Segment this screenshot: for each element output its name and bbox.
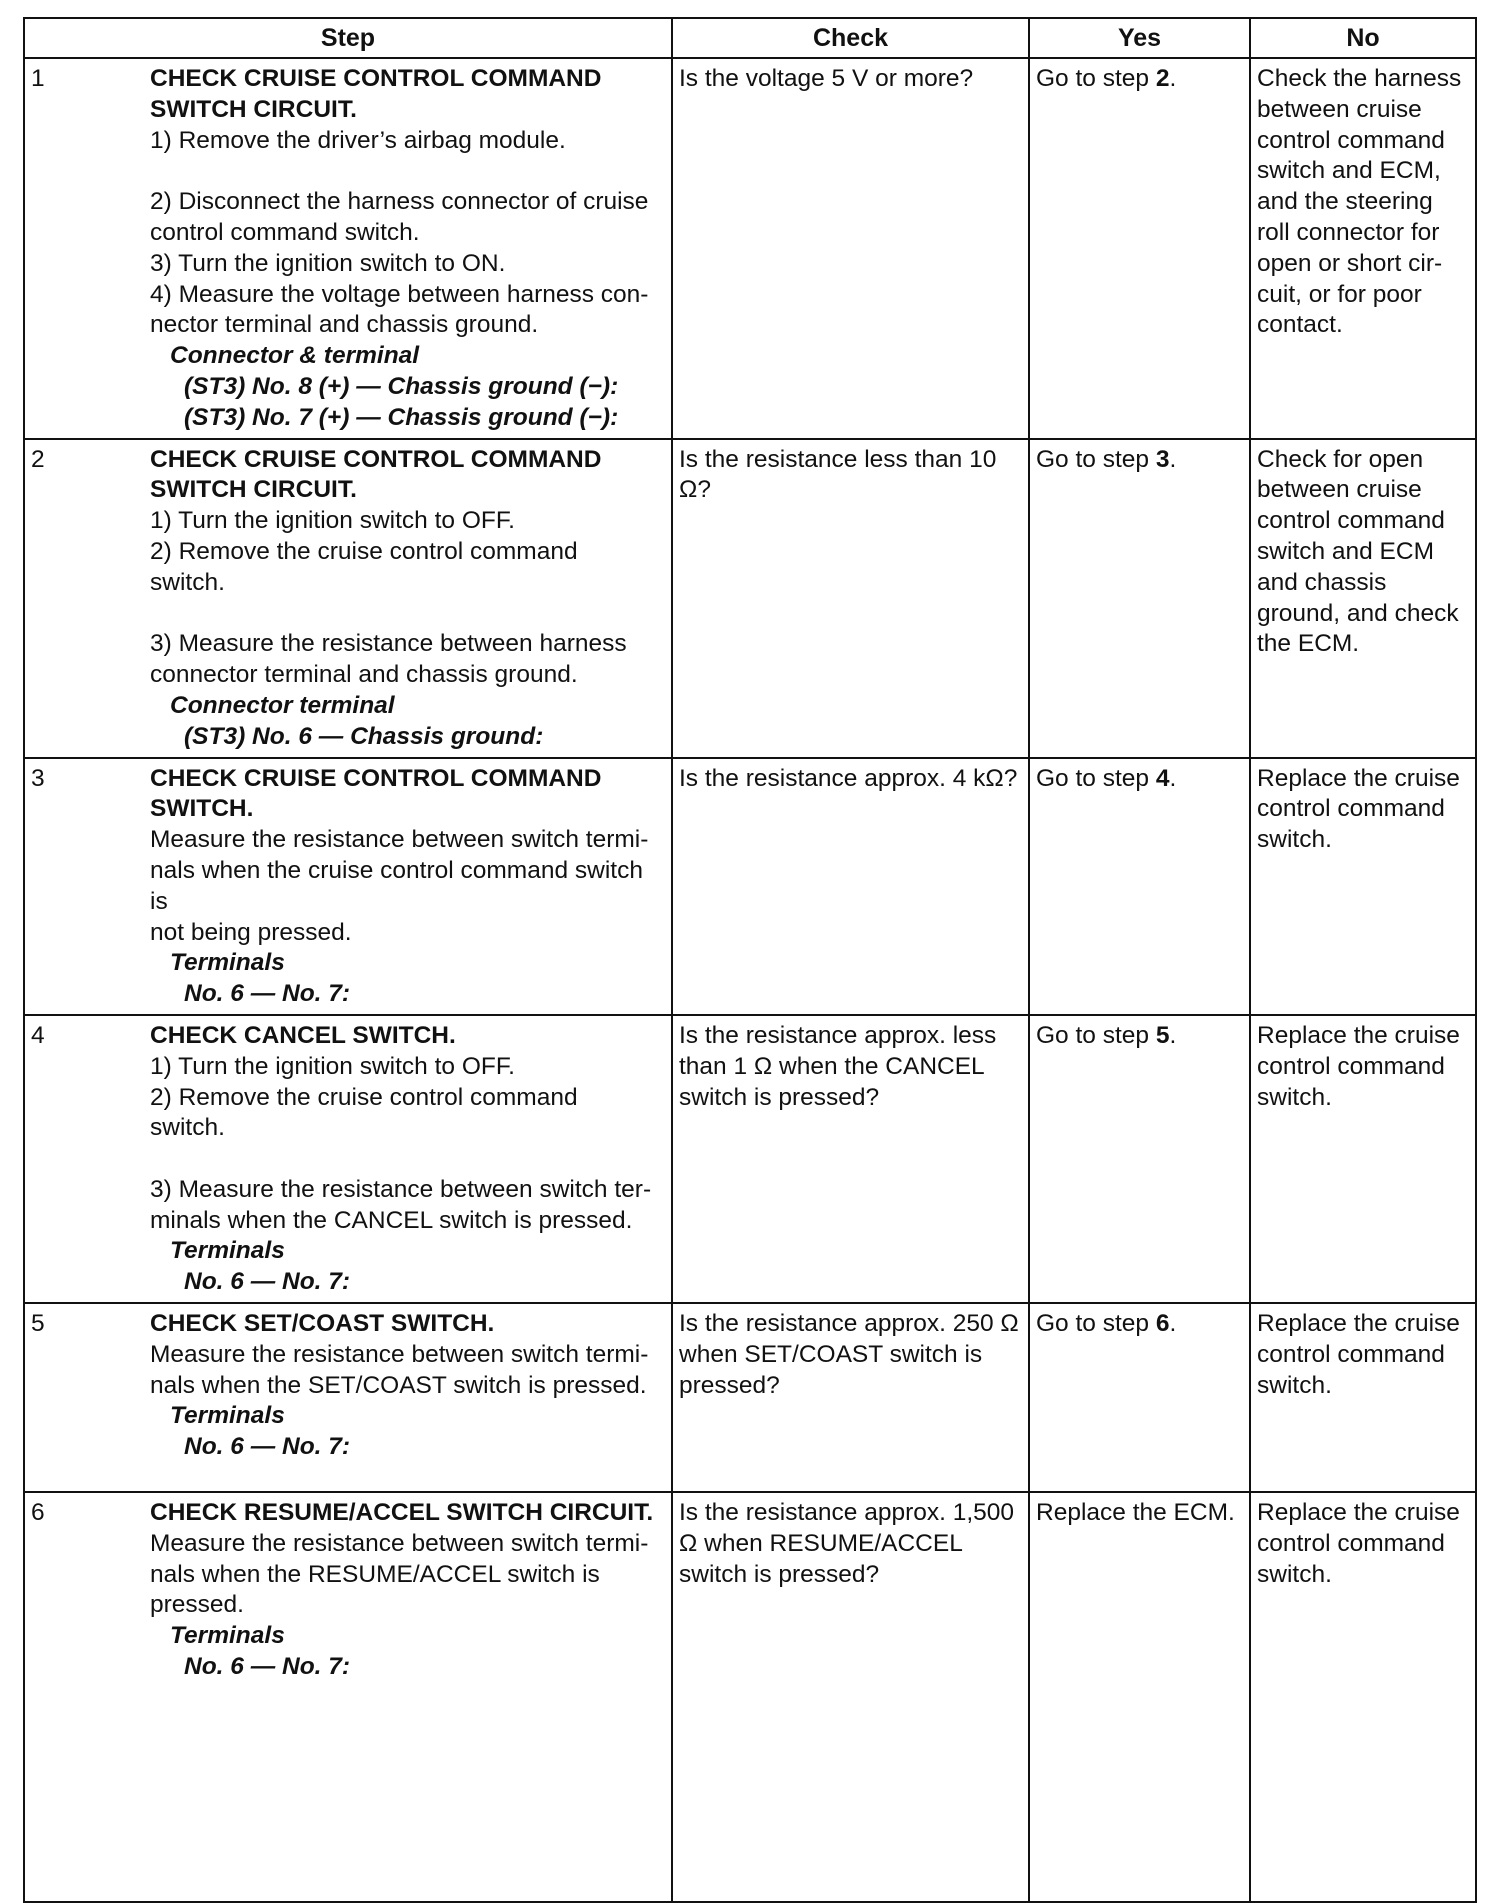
instruction-line: 1) Turn the ignition switch to OFF. bbox=[150, 1052, 515, 1080]
step-content bbox=[31, 764, 665, 1010]
yes-suffix: . bbox=[1169, 1021, 1177, 1049]
instruction-line: nector terminal and chassis ground. bbox=[150, 311, 539, 339]
check-line: pressed? bbox=[679, 1371, 780, 1399]
terminal-spec: No. 6 — No. 7: bbox=[184, 1653, 351, 1681]
check-line: than 1 Ω when the CANCEL bbox=[679, 1052, 985, 1080]
no-line: contact. bbox=[1257, 311, 1343, 339]
step-number: 6 bbox=[31, 1499, 45, 1527]
no-line: Check for open bbox=[1257, 445, 1424, 473]
terminal-spec: No. 6 — No. 7: bbox=[184, 980, 351, 1008]
no-cell bbox=[1250, 58, 1476, 439]
no-line: Replace the cruise bbox=[1257, 1310, 1460, 1338]
check-line: Is the voltage 5 V or more? bbox=[679, 65, 974, 92]
check-cell bbox=[672, 1015, 1029, 1303]
instruction-line: nals when the cruise control command switch is bbox=[150, 856, 643, 915]
yes-cell bbox=[1029, 1015, 1250, 1303]
no-cell bbox=[1250, 758, 1476, 1015]
step-cell bbox=[24, 1303, 672, 1492]
check-line: Is the resistance approx. 4 kΩ? bbox=[679, 764, 1018, 792]
instruction-line: pressed. bbox=[150, 1591, 244, 1619]
step-body bbox=[150, 445, 665, 753]
step-title-line: CHECK RESUME/ACCEL SWITCH CIRCUIT. bbox=[150, 1499, 654, 1527]
connector-label: Connector & terminal bbox=[170, 342, 420, 370]
check-line: switch is pressed? bbox=[679, 1083, 880, 1111]
yes-step-number: 6 bbox=[1155, 1310, 1170, 1338]
step-content bbox=[31, 1498, 665, 1683]
yes-prefix: Go to step bbox=[1036, 445, 1156, 473]
connector-label: Terminals bbox=[170, 949, 285, 977]
no-line: switch. bbox=[1257, 826, 1332, 854]
check-line: when SET/COAST switch is bbox=[679, 1340, 983, 1368]
step-title-line: CHECK CRUISE CONTROL COMMAND bbox=[150, 445, 602, 473]
no-line: Replace the cruise bbox=[1257, 1499, 1460, 1527]
instruction-line: switch. bbox=[150, 1114, 225, 1142]
step-title-line: SWITCH. bbox=[150, 795, 254, 823]
step-number: 3 bbox=[31, 764, 45, 792]
check-cell bbox=[672, 439, 1029, 758]
no-line: switch. bbox=[1257, 1083, 1332, 1111]
yes-step-number: 2 bbox=[1155, 65, 1170, 92]
check-line: Ω? bbox=[679, 476, 711, 504]
step-title-line: CHECK CRUISE CONTROL COMMAND bbox=[150, 764, 602, 792]
instruction-line: nals when the SET/COAST switch is pressed. bbox=[150, 1371, 647, 1399]
step-content bbox=[31, 64, 665, 434]
connector-label: Terminals bbox=[170, 1622, 285, 1650]
table-row bbox=[24, 1303, 1476, 1492]
instruction-line: 2) Disconnect the harness connector of cruise bbox=[150, 188, 649, 216]
no-line: open or short cir- bbox=[1257, 249, 1443, 277]
no-line: switch and ECM bbox=[1257, 537, 1435, 565]
yes-text bbox=[1036, 445, 1243, 476]
step-cell bbox=[24, 1015, 672, 1303]
instruction-line: not being pressed. bbox=[150, 918, 352, 946]
step-cell bbox=[24, 58, 672, 439]
no-line: Replace the cruise bbox=[1257, 764, 1460, 792]
instruction-line: control command switch. bbox=[150, 218, 420, 246]
instruction-line: 3) Measure the resistance between harness bbox=[150, 630, 627, 658]
no-line: control command bbox=[1257, 126, 1445, 154]
step-body bbox=[150, 1309, 665, 1463]
check-line: Is the resistance approx. 1,500 bbox=[679, 1499, 1015, 1527]
no-line: and chassis bbox=[1257, 568, 1387, 596]
check-cell bbox=[672, 58, 1029, 439]
step-title-line: CHECK CRUISE CONTROL COMMAND bbox=[150, 65, 602, 92]
instruction-line: 2) Remove the cruise control command bbox=[150, 1083, 578, 1111]
yes-prefix: Replace the ECM. bbox=[1036, 1499, 1235, 1527]
no-cell bbox=[1250, 1303, 1476, 1492]
check-line: Is the resistance approx. less bbox=[679, 1021, 997, 1049]
no-line: the ECM. bbox=[1257, 630, 1360, 658]
terminal-spec: No. 6 — No. 7: bbox=[184, 1433, 351, 1461]
check-line: switch is pressed? bbox=[679, 1560, 880, 1588]
instruction-line: Measure the resistance between switch termi- bbox=[150, 1340, 649, 1368]
yes-prefix: Go to step bbox=[1036, 764, 1156, 792]
step-content bbox=[31, 445, 665, 753]
instruction-line: minals when the CANCEL switch is pressed. bbox=[150, 1206, 633, 1234]
yes-step-number: 3 bbox=[1155, 445, 1170, 473]
yes-prefix: Go to step bbox=[1036, 65, 1156, 92]
no-line: control command bbox=[1257, 795, 1445, 823]
no-line: Replace the cruise bbox=[1257, 1021, 1460, 1049]
step-body bbox=[150, 64, 665, 434]
step-title-line: SWITCH CIRCUIT. bbox=[150, 95, 357, 123]
no-line: switch. bbox=[1257, 1560, 1332, 1588]
table-row bbox=[24, 1015, 1476, 1303]
check-line: Ω when RESUME/ACCEL bbox=[679, 1529, 963, 1557]
yes-cell bbox=[1029, 1303, 1250, 1492]
connector-label: Connector terminal bbox=[170, 691, 395, 719]
header-yes: Yes bbox=[1029, 18, 1250, 58]
spacer bbox=[150, 599, 665, 630]
yes-text bbox=[1036, 1021, 1243, 1052]
table-row bbox=[24, 758, 1476, 1015]
table-row bbox=[24, 439, 1476, 758]
yes-cell bbox=[1029, 439, 1250, 758]
no-line: switch. bbox=[1257, 1371, 1332, 1399]
step-body bbox=[150, 1498, 665, 1683]
no-line: Check the harness bbox=[1257, 65, 1462, 92]
step-content bbox=[31, 1309, 665, 1463]
terminal-spec: (ST3) No. 8 (+) — Chassis ground (−): bbox=[184, 372, 619, 400]
instruction-line: 1) Remove the driver’s airbag module. bbox=[150, 126, 566, 154]
instruction-line: connector terminal and chassis ground. bbox=[150, 661, 578, 689]
check-line: Is the resistance approx. 250 Ω bbox=[679, 1310, 1019, 1338]
connector-label: Terminals bbox=[170, 1237, 285, 1265]
yes-prefix: Go to step bbox=[1036, 1021, 1156, 1049]
yes-step-number: 5 bbox=[1155, 1021, 1170, 1049]
step-number: 4 bbox=[31, 1021, 45, 1049]
instruction-line: Measure the resistance between switch termi- bbox=[150, 826, 649, 854]
table-row bbox=[24, 1492, 1476, 1902]
yes-text bbox=[1036, 64, 1243, 95]
yes-cell bbox=[1029, 58, 1250, 439]
check-cell bbox=[672, 1492, 1029, 1902]
spacer bbox=[150, 156, 665, 187]
header-check: Check bbox=[672, 18, 1029, 58]
yes-text bbox=[1036, 1309, 1243, 1340]
step-title-line: SWITCH CIRCUIT. bbox=[150, 476, 357, 504]
instruction-line: Measure the resistance between switch termi- bbox=[150, 1529, 649, 1557]
no-cell bbox=[1250, 1492, 1476, 1902]
instruction-line: nals when the RESUME/ACCEL switch is bbox=[150, 1560, 600, 1588]
instruction-line: 3) Turn the ignition switch to ON. bbox=[150, 249, 506, 277]
header-row bbox=[24, 18, 1476, 58]
terminal-spec: No. 6 — No. 7: bbox=[184, 1268, 351, 1296]
step-number: 2 bbox=[31, 445, 45, 473]
no-line: control command bbox=[1257, 1052, 1445, 1080]
no-line: ground, and check bbox=[1257, 599, 1459, 627]
step-content bbox=[31, 1021, 665, 1298]
table-row bbox=[24, 58, 1476, 439]
step-cell bbox=[24, 1492, 672, 1902]
no-line: between cruise bbox=[1257, 476, 1422, 504]
step-body bbox=[150, 764, 665, 1010]
step-number: 1 bbox=[31, 65, 45, 92]
instruction-line: 1) Turn the ignition switch to OFF. bbox=[150, 507, 515, 535]
step-cell bbox=[24, 758, 672, 1015]
check-line: Is the resistance less than 10 bbox=[679, 445, 997, 473]
terminal-spec: (ST3) No. 6 — Chassis ground: bbox=[184, 722, 544, 750]
no-line: control command bbox=[1257, 1529, 1445, 1557]
no-line: control command bbox=[1257, 1340, 1445, 1368]
step-number: 5 bbox=[31, 1310, 45, 1338]
no-line: and the steering bbox=[1257, 188, 1433, 216]
diagnostic-table bbox=[23, 17, 1477, 1903]
no-line: between cruise bbox=[1257, 95, 1422, 123]
instruction-line: 3) Measure the resistance between switch ter- bbox=[150, 1175, 652, 1203]
yes-suffix: . bbox=[1169, 1310, 1177, 1338]
yes-cell bbox=[1029, 1492, 1250, 1902]
no-line: control command bbox=[1257, 507, 1445, 535]
yes-suffix: . bbox=[1169, 764, 1177, 792]
connector-label: Terminals bbox=[170, 1402, 285, 1430]
step-body bbox=[150, 1021, 665, 1298]
instruction-line: 4) Measure the voltage between harness con- bbox=[150, 280, 649, 308]
step-cell bbox=[24, 439, 672, 758]
no-cell bbox=[1250, 439, 1476, 758]
yes-suffix: . bbox=[1169, 65, 1177, 92]
header-step: Step bbox=[24, 18, 672, 58]
header-no: No bbox=[1250, 18, 1476, 58]
instruction-line: switch. bbox=[150, 568, 225, 596]
terminal-spec: (ST3) No. 7 (+) — Chassis ground (−): bbox=[184, 403, 619, 431]
check-cell bbox=[672, 758, 1029, 1015]
yes-prefix: Go to step bbox=[1036, 1310, 1156, 1338]
step-title-line: CHECK CANCEL SWITCH. bbox=[150, 1021, 456, 1049]
check-cell bbox=[672, 1303, 1029, 1492]
no-cell bbox=[1250, 1015, 1476, 1303]
yes-text bbox=[1036, 764, 1243, 795]
yes-suffix: . bbox=[1169, 445, 1177, 473]
yes-step-number: 4 bbox=[1155, 764, 1170, 792]
spacer bbox=[150, 1144, 665, 1175]
yes-text bbox=[1036, 1498, 1243, 1529]
no-line: roll connector for bbox=[1257, 218, 1440, 246]
step-title-line: CHECK SET/COAST SWITCH. bbox=[150, 1310, 495, 1338]
instruction-line: 2) Remove the cruise control command bbox=[150, 537, 578, 565]
yes-cell bbox=[1029, 758, 1250, 1015]
table-body bbox=[24, 58, 1476, 1902]
no-line: switch and ECM, bbox=[1257, 157, 1441, 185]
no-line: cuit, or for poor bbox=[1257, 280, 1422, 308]
diagnostic-table-page bbox=[23, 17, 1477, 1903]
